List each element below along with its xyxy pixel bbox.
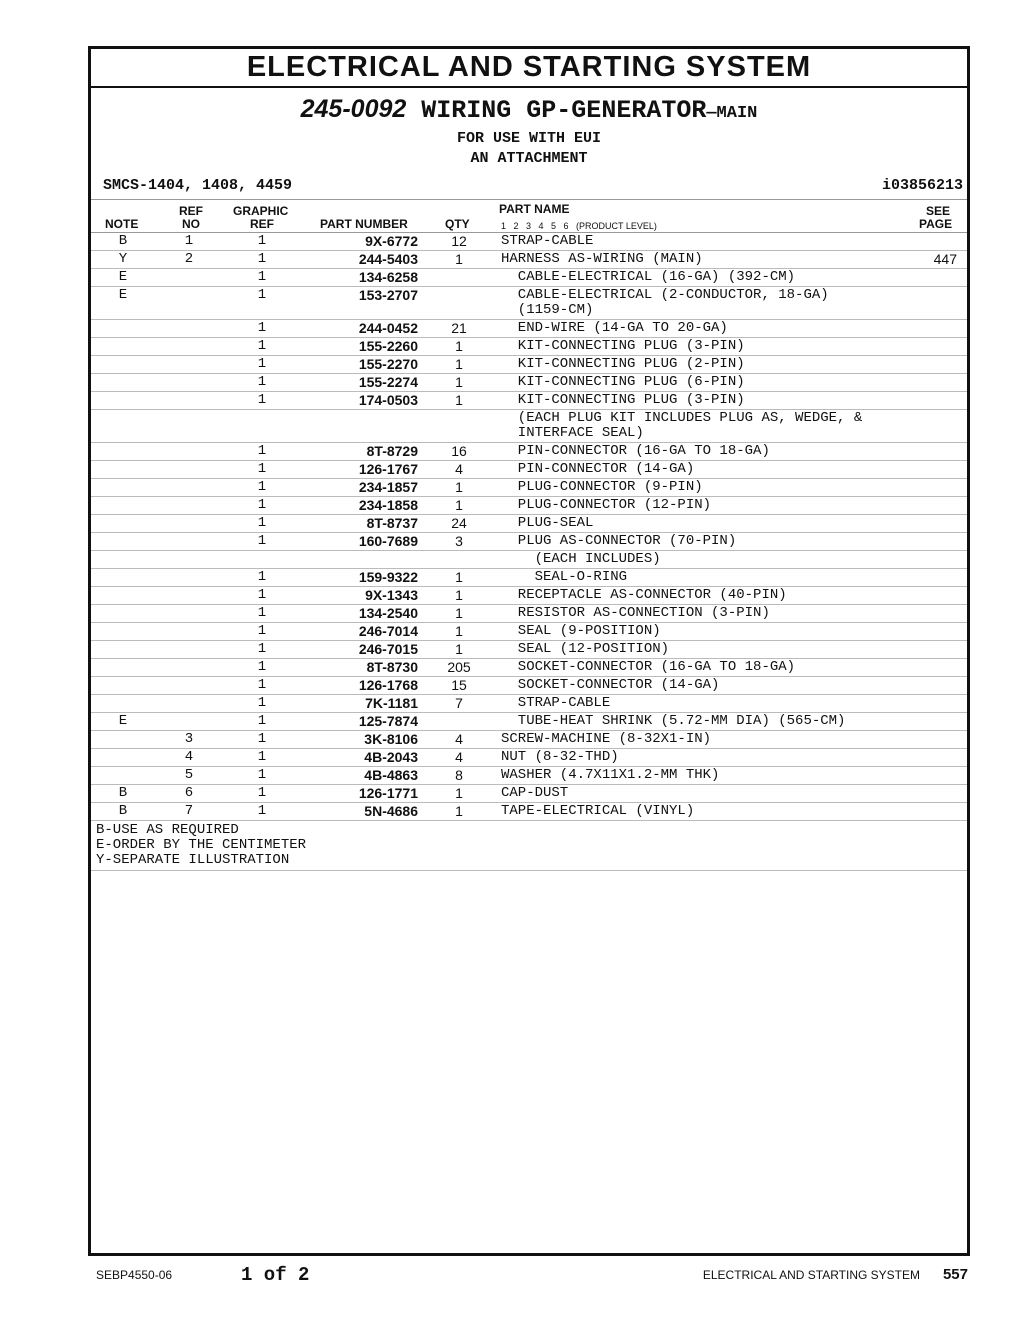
ref-no-cell: 6 [184, 785, 194, 801]
qty-cell: 1 [455, 338, 463, 354]
part-name-cell: HARNESS AS-WIRING (MAIN) [501, 251, 703, 267]
graphic-ref-cell: 1 [257, 605, 267, 621]
qty-cell: 1 [455, 251, 463, 267]
qty-cell: 1 [455, 623, 463, 639]
table-row [91, 767, 967, 785]
qty-cell: 1 [455, 356, 463, 372]
qty-cell: 3 [455, 533, 463, 549]
note-b: B-USE AS REQUIRED [96, 822, 239, 838]
col-product-levels: 1 2 3 4 5 6 (PRODUCT LEVEL) [501, 221, 657, 231]
col-part-number: PART NUMBER [320, 217, 408, 231]
part-name-cell: RECEPTACLE AS-CONNECTOR (40-PIN) [501, 587, 787, 603]
part-name-cell: SEAL (9-POSITION) [501, 623, 661, 639]
part-name-cell: END-WIRE (14-GA TO 20-GA) [501, 320, 728, 336]
page-footer [96, 1264, 968, 1288]
table-row [91, 320, 967, 338]
table-row [91, 731, 967, 749]
table-row [91, 287, 967, 320]
part-number-cell: 134-2540 [358, 605, 418, 621]
graphic-ref-cell: 1 [257, 356, 267, 372]
part-name-cell: STRAP-CABLE [501, 233, 594, 249]
graphic-ref-cell: 1 [257, 338, 267, 354]
table-row [91, 392, 967, 410]
notes-legend [91, 821, 967, 871]
ref-no-cell: 2 [184, 251, 194, 267]
part-number-cell: 234-1858 [358, 497, 418, 513]
graphic-ref-cell: 1 [257, 785, 267, 801]
smcs-row [91, 175, 967, 200]
part-name-cell: SEAL-O-RING [501, 569, 628, 585]
table-row [91, 479, 967, 497]
qty-cell: 1 [455, 587, 463, 603]
table-row [91, 233, 967, 251]
note-y: Y-SEPARATE ILLUSTRATION [96, 852, 290, 868]
qty-cell: 4 [455, 749, 463, 765]
graphic-ref-cell: 1 [257, 587, 267, 603]
graphic-ref-cell: 1 [257, 515, 267, 531]
part-name-cell: PLUG AS-CONNECTOR (70-PIN) [501, 533, 737, 549]
part-number-cell: 125-7874 [358, 713, 418, 729]
qty-cell: 1 [455, 569, 463, 585]
part-name-cell: RESISTOR AS-CONNECTION (3-PIN) [501, 605, 770, 621]
page-number: 557 [942, 1266, 968, 1283]
part-name-cell: CABLE-ELECTRICAL (2-CONDUCTOR, 18-GA) (1159-CM) [517, 287, 829, 318]
qty-cell: 1 [455, 785, 463, 801]
table-row [91, 677, 967, 695]
part-number-cell: 3K-8106 [364, 731, 418, 747]
part-number-cell: 244-0452 [358, 320, 418, 336]
ref-no-cell: 3 [184, 731, 194, 747]
qty-cell: 24 [451, 515, 467, 531]
graphic-ref-cell: 1 [257, 287, 267, 303]
group-title [91, 94, 967, 129]
part-name-cell: KIT-CONNECTING PLUG (6-PIN) [501, 374, 745, 390]
smcs-codes: SMCS-1404, 1408, 4459 [103, 177, 293, 194]
part-name-cell: KIT-CONNECTING PLUG (3-PIN) [501, 338, 745, 354]
table-row [91, 410, 967, 443]
part-name-cell: STRAP-CABLE [501, 695, 611, 711]
table-row [91, 443, 967, 461]
table-row [91, 659, 967, 677]
qty-cell: 8 [455, 767, 463, 783]
part-name-cell: PLUG-SEAL [501, 515, 594, 531]
table-row [91, 515, 967, 533]
graphic-ref-cell: 1 [257, 497, 267, 513]
page-frame [88, 46, 970, 1256]
qty-cell: 12 [451, 233, 467, 249]
col-graphic-bottom: REF [250, 217, 274, 231]
part-name-cell: PLUG-CONNECTOR (12-PIN) [501, 497, 712, 513]
graphic-ref-cell: 1 [257, 251, 267, 267]
col-ref-bottom: NO [182, 217, 200, 231]
part-number-cell: 234-1857 [358, 479, 418, 495]
note-cell: E [118, 287, 128, 303]
table-row [91, 269, 967, 287]
note-cell: Y [118, 251, 128, 267]
part-number-cell: 9X-1343 [365, 587, 418, 603]
graphic-ref-cell: 1 [257, 731, 267, 747]
part-number-cell: 9X-6772 [365, 233, 418, 249]
info-id: i03856213 [881, 177, 963, 194]
table-row [91, 623, 967, 641]
section-title: ELECTRICAL AND STARTING SYSTEM [91, 49, 967, 88]
part-name-cell: TUBE-HEAT SHRINK (5.72-MM DIA) (565-CM) [501, 713, 846, 729]
part-name-cell: WASHER (4.7X11X1.2-MM THK) [501, 767, 720, 783]
qty-cell: 4 [455, 461, 463, 477]
ref-no-cell: 4 [184, 749, 194, 765]
qty-cell: 15 [451, 677, 467, 693]
group-header [91, 94, 967, 169]
table-row [91, 338, 967, 356]
table-row [91, 461, 967, 479]
qty-cell: 1 [455, 605, 463, 621]
table-row [91, 587, 967, 605]
note-cell: E [118, 269, 128, 285]
col-see-top: SEE [926, 204, 951, 218]
qty-cell: 205 [447, 659, 471, 675]
part-number-cell: 8T-8730 [366, 659, 418, 675]
qty-cell: 4 [455, 731, 463, 747]
part-number-cell: 246-7015 [358, 641, 418, 657]
group-name: WIRING GP-GENERATOR [406, 96, 707, 125]
footer-section: ELECTRICAL AND STARTING SYSTEM [702, 1268, 920, 1282]
table-row [91, 641, 967, 659]
qty-cell: 7 [455, 695, 463, 711]
qty-cell: 16 [451, 443, 467, 459]
table-row [91, 497, 967, 515]
group-number: 245-0092 [300, 95, 407, 123]
table-row [91, 374, 967, 392]
part-number-cell: 155-2270 [358, 356, 418, 372]
table-row [91, 551, 967, 569]
part-name-cell: KIT-CONNECTING PLUG (2-PIN) [501, 356, 745, 372]
part-number-cell: 155-2260 [358, 338, 418, 354]
table-row [91, 356, 967, 374]
graphic-ref-cell: 1 [257, 374, 267, 390]
note-cell: B [118, 785, 128, 801]
qty-cell: 1 [455, 641, 463, 657]
graphic-ref-cell: 1 [257, 659, 267, 675]
qty-cell: 1 [455, 497, 463, 513]
table-row [91, 251, 967, 269]
part-number-cell: 8T-8737 [366, 515, 418, 531]
qty-cell: 1 [455, 803, 463, 819]
part-number-cell: 153-2707 [358, 287, 418, 303]
part-number-cell: 4B-2043 [364, 749, 418, 765]
part-number-cell: 155-2274 [358, 374, 418, 390]
column-headers [91, 200, 967, 233]
note-cell: B [118, 233, 128, 249]
graphic-ref-cell: 1 [257, 569, 267, 585]
part-name-cell: CAP-DUST [501, 785, 569, 801]
table-row [91, 749, 967, 767]
part-number-cell: 126-1768 [358, 677, 418, 693]
note-cell: B [118, 803, 128, 819]
graphic-ref-cell: 1 [257, 803, 267, 819]
ref-no-cell: 5 [184, 767, 194, 783]
graphic-ref-cell: 1 [257, 479, 267, 495]
table-row [91, 803, 967, 821]
graphic-ref-cell: 1 [257, 233, 267, 249]
part-name-cell: CABLE-ELECTRICAL (16-GA) (392-CM) [501, 269, 796, 285]
graphic-ref-cell: 1 [257, 320, 267, 336]
graphic-ref-cell: 1 [257, 695, 267, 711]
qty-cell: 1 [455, 392, 463, 408]
part-name-cell: PIN-CONNECTOR (16-GA TO 18-GA) [501, 443, 770, 459]
note-e: E-ORDER BY THE CENTIMETER [96, 837, 307, 853]
graphic-ref-cell: 1 [257, 392, 267, 408]
part-number-cell: 5N-4686 [364, 803, 418, 819]
col-note: NOTE [105, 217, 139, 231]
ref-no-cell: 7 [184, 803, 194, 819]
part-number-cell: 8T-8729 [366, 443, 418, 459]
part-number-cell: 126-1767 [358, 461, 418, 477]
graphic-ref-cell: 1 [257, 269, 267, 285]
part-name-cell: TAPE-ELECTRICAL (VINYL) [501, 803, 695, 819]
col-part-name: PART NAME [499, 202, 570, 216]
col-qty: QTY [445, 217, 470, 231]
part-name-cell: (EACH INCLUDES) [501, 551, 661, 567]
part-name-cell: PLUG-CONNECTOR (9-PIN) [501, 479, 703, 495]
part-number-cell: 244-5403 [358, 251, 418, 267]
part-name-cell: SOCKET-CONNECTOR (14-GA) [501, 677, 720, 693]
table-row [91, 695, 967, 713]
table-row [91, 605, 967, 623]
group-usage: FOR USE WITH EUI [456, 130, 602, 147]
ref-no-cell: 1 [184, 233, 194, 249]
doc-id: SEBP4550-06 [96, 1268, 173, 1282]
part-name-cell: SOCKET-CONNECTOR (16-GA TO 18-GA) [501, 659, 796, 675]
part-name-cell: SEAL (12-POSITION) [501, 641, 670, 657]
group-attachment: AN ATTACHMENT [470, 150, 588, 167]
part-number-cell: 160-7689 [358, 533, 418, 549]
qty-cell: 1 [455, 479, 463, 495]
graphic-ref-cell: 1 [257, 767, 267, 783]
part-name-cell: SCREW-MACHINE (8-32X1-IN) [501, 731, 712, 747]
parts-table [91, 233, 967, 821]
qty-cell: 1 [455, 374, 463, 390]
see-page-cell: 447 [933, 251, 957, 267]
table-row [91, 533, 967, 551]
table-row [91, 713, 967, 731]
graphic-ref-cell: 1 [257, 641, 267, 657]
note-cell: E [118, 713, 128, 729]
part-number-cell: 134-6258 [358, 269, 418, 285]
graphic-ref-cell: 1 [257, 461, 267, 477]
part-number-cell: 126-1771 [358, 785, 418, 801]
graphic-ref-cell: 1 [257, 749, 267, 765]
part-number-cell: 174-0503 [358, 392, 418, 408]
part-number-cell: 7K-1181 [365, 695, 418, 711]
col-ref-top: REF [179, 204, 203, 218]
col-see-bottom: PAGE [919, 217, 953, 231]
part-name-cell: PIN-CONNECTOR (14-GA) [501, 461, 695, 477]
col-graphic-top: GRAPHIC [233, 204, 289, 218]
page-of: 1 of 2 [241, 1264, 310, 1286]
graphic-ref-cell: 1 [257, 533, 267, 549]
graphic-ref-cell: 1 [257, 623, 267, 639]
graphic-ref-cell: 1 [257, 443, 267, 459]
part-name-cell: (EACH PLUG KIT INCLUDES PLUG AS, WEDGE, & INTERFACE SEAL) [517, 410, 863, 441]
graphic-ref-cell: 1 [257, 713, 267, 729]
qty-cell: 21 [451, 320, 467, 336]
part-number-cell: 246-7014 [358, 623, 418, 639]
part-name-cell: KIT-CONNECTING PLUG (3-PIN) [501, 392, 745, 408]
table-row [91, 569, 967, 587]
part-number-cell: 4B-4863 [364, 767, 418, 783]
group-suffix: —MAIN [706, 104, 758, 123]
table-row [91, 785, 967, 803]
part-name-cell: NUT (8-32-THD) [501, 749, 619, 765]
graphic-ref-cell: 1 [257, 677, 267, 693]
part-number-cell: 159-9322 [358, 569, 418, 585]
